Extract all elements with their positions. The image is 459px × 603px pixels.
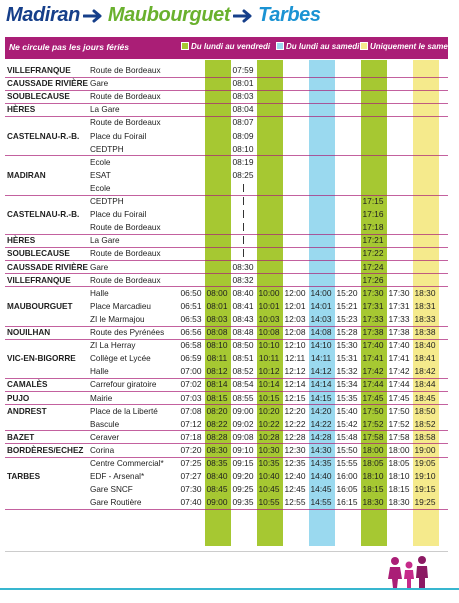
departure-time: 15:50: [336, 444, 358, 455]
departure-time: 19:10: [414, 471, 436, 482]
departure-time: 16:05: [336, 484, 358, 495]
departure-time: 16:15: [336, 497, 358, 508]
departure-time: 08:30: [232, 261, 254, 272]
departure-time: 10:00: [258, 287, 280, 298]
commune-name: TARBES: [7, 472, 41, 482]
commune-name: CASTELNAU-R.-B.: [7, 131, 80, 141]
stop-name: Place du Foirail: [90, 131, 147, 141]
departure-time: 10:22: [258, 418, 280, 429]
departure-time: 17:31: [388, 300, 410, 311]
departure-time: 14:10: [310, 340, 332, 351]
departure-time: 18:52: [414, 418, 436, 429]
stop-name: Bascule: [90, 419, 120, 429]
departure-time: 19:00: [414, 444, 436, 455]
stop-name: Route de Bordeaux: [90, 118, 161, 128]
departure-time: 08:03: [232, 91, 254, 102]
departure-time: 10:01: [258, 300, 280, 311]
departure-time: 12:22: [284, 418, 306, 429]
departure-time: 18:10: [362, 471, 384, 482]
commune-name: CAMALÈS: [7, 380, 48, 390]
departure-time: 08:40: [206, 471, 228, 482]
departure-time: 07:02: [180, 379, 202, 390]
departure-time: 17:26: [362, 274, 384, 285]
departure-time: 14:03: [310, 313, 332, 324]
via-label: Maubourguet: [107, 4, 231, 27]
departure-time: 18:31: [414, 300, 436, 311]
departure-time: 06:58: [180, 340, 202, 351]
departure-time: 12:40: [284, 471, 306, 482]
commune-name: BORDÈRES/ECHEZ: [7, 445, 84, 455]
departure-time: 08:15: [206, 392, 228, 403]
departure-time: 08:52: [232, 366, 254, 377]
departure-time: 10:08: [258, 327, 280, 337]
stop-name: CEDTPH: [90, 197, 124, 206]
departure-time: 18:30: [388, 497, 410, 508]
departure-time: 09:25: [232, 484, 254, 495]
departure-time: 18:45: [414, 392, 436, 403]
departure-time: 17:50: [388, 405, 410, 416]
departure-time: 17:41: [388, 353, 410, 364]
departure-time: 10:35: [258, 458, 280, 468]
departure-time: 14:45: [310, 484, 332, 495]
departure-time: 12:14: [284, 379, 306, 390]
departure-time: 18:10: [388, 471, 410, 482]
departure-time: 18:33: [414, 313, 436, 324]
stop-name: Route des Pyrénées: [90, 328, 165, 337]
departure-time: 08:12: [206, 366, 228, 377]
row-separator: [5, 155, 448, 156]
departure-time: 08:09: [232, 130, 254, 141]
departure-time: 17:52: [388, 418, 410, 429]
departure-time: 19:05: [414, 458, 436, 468]
row-separator: [5, 509, 448, 510]
departure-time: 18:00: [362, 444, 384, 455]
row-separator: [5, 116, 448, 117]
stop-name: Route de Bordeaux: [90, 92, 161, 102]
pass-through-mark: [243, 236, 244, 244]
departure-time: 14:12: [310, 366, 332, 377]
departure-time: 17:22: [362, 248, 384, 259]
departure-time: 17:40: [388, 340, 410, 351]
stop-name: Corina: [90, 445, 115, 455]
departure-time: 07:08: [180, 405, 202, 416]
departure-time: 17:30: [362, 287, 384, 298]
stop-name: Mairie: [90, 393, 113, 403]
departure-time: 06:50: [180, 287, 202, 298]
departure-time: 15:34: [336, 379, 358, 390]
legend-label: Du lundi au samedi: [286, 42, 360, 51]
departure-time: 08:20: [206, 405, 228, 416]
departure-time: 10:14: [258, 379, 280, 390]
departure-time: 08:04: [232, 104, 254, 115]
departure-time: 08:41: [232, 300, 254, 311]
departure-time: 17:31: [362, 300, 384, 311]
table-bottom-edge: [5, 546, 448, 552]
departure-time: 17:44: [388, 379, 410, 390]
departure-time: 17:38: [362, 327, 384, 337]
departure-time: 12:08: [284, 327, 306, 337]
departure-time: 17:45: [362, 392, 384, 403]
departure-time: 15:23: [336, 313, 358, 324]
departure-time: 12:00: [284, 287, 306, 298]
stop-name: Collège et Lycée: [90, 354, 151, 364]
departure-time: 07:20: [180, 444, 202, 455]
departure-time: 10:12: [258, 366, 280, 377]
stop-name: Place de la Liberté: [90, 406, 158, 416]
stop-name: Gare: [90, 79, 109, 89]
departure-time: 17:16: [362, 209, 384, 220]
departure-time: 14:11: [310, 353, 332, 364]
departure-time: 15:31: [336, 353, 358, 364]
departure-time: 17:42: [388, 366, 410, 377]
departure-time: 18:00: [388, 444, 410, 455]
departure-time: 14:40: [310, 471, 332, 482]
commune-name: PUJO: [7, 393, 30, 403]
departure-time: 17:40: [362, 340, 384, 351]
departure-time: 15:55: [336, 458, 358, 468]
departure-time: 12:28: [284, 431, 306, 442]
departure-time: 17:45: [388, 392, 410, 403]
departure-time: 12:01: [284, 300, 306, 311]
stop-name: Route de Bordeaux: [90, 223, 161, 233]
stop-name: Place Marcadieu: [90, 301, 151, 311]
stop-name: Ecole: [90, 157, 111, 167]
departure-time: 19:15: [414, 484, 436, 495]
departure-time: 07:27: [180, 471, 202, 482]
pass-through-mark: [243, 197, 244, 205]
departure-time: 17:15: [362, 196, 384, 206]
departure-time: 08:35: [206, 458, 228, 468]
departure-time: 14:55: [310, 497, 332, 508]
departure-time: 18:05: [388, 458, 410, 468]
departure-time: 14:08: [310, 327, 332, 337]
departure-time: 17:44: [362, 379, 384, 390]
departure-time: 08:43: [232, 313, 254, 324]
commune-name: VIC-EN-BIGORRE: [7, 354, 76, 364]
commune-name: VILLEFRANQUE: [7, 275, 71, 285]
legend-label: Uniquement le samedi: [370, 42, 455, 51]
departure-time: 12:11: [284, 353, 306, 364]
departure-time: 14:00: [310, 287, 332, 298]
commune-name: HÈRES: [7, 105, 36, 115]
departure-time: 06:59: [180, 353, 202, 364]
commune-name: NOUILHAN: [7, 328, 51, 337]
stop-name: ESAT: [90, 170, 111, 180]
departure-time: 09:15: [232, 458, 254, 468]
departure-time: 06:56: [180, 327, 202, 337]
stop-name: Gare SNCF: [90, 485, 133, 495]
commune-name: CASTELNAU-R.-B.: [7, 210, 80, 220]
stop-name: ZI La Herray: [90, 341, 136, 351]
departure-time: 12:10: [284, 340, 306, 351]
departure-time: 18:44: [414, 379, 436, 390]
departure-time: 17:58: [388, 431, 410, 442]
departure-time: 12:35: [284, 458, 306, 468]
departure-time: 08:45: [206, 484, 228, 495]
departure-time: 15:30: [336, 340, 358, 351]
departure-time: 17:33: [362, 313, 384, 324]
stop-name: Route de Bordeaux: [90, 275, 161, 285]
departure-time: 08:30: [206, 444, 228, 455]
departure-time: 08:54: [232, 379, 254, 390]
departure-time: 18:50: [414, 405, 436, 416]
holiday-note: Ne circule pas les jours fériés: [9, 42, 130, 52]
departure-time: 15:20: [336, 287, 358, 298]
departure-time: 15:32: [336, 366, 358, 377]
departure-time: 10:10: [258, 340, 280, 351]
departure-time: 10:45: [258, 484, 280, 495]
commune-name: ANDREST: [7, 406, 47, 416]
stop-name: EDF - Arsenal*: [90, 472, 145, 482]
departure-time: 08:19: [232, 156, 254, 167]
commune-name: SOUBLECAUSE: [7, 249, 70, 259]
departure-time: 17:21: [362, 235, 384, 246]
departure-time: 08:08: [206, 327, 228, 337]
departure-time: 18:30: [414, 287, 436, 298]
departure-time: 08:32: [232, 274, 254, 285]
departure-time: 07:25: [180, 458, 202, 468]
stop-name: ZI le Marmajou: [90, 314, 145, 324]
departure-time: 17:42: [362, 366, 384, 377]
departure-time: 18:42: [414, 366, 436, 377]
departure-time: 09:08: [232, 431, 254, 442]
departure-time: 18:15: [388, 484, 410, 495]
departure-time: 10:28: [258, 431, 280, 442]
row-separator: [5, 90, 448, 91]
departure-time: 17:18: [362, 222, 384, 233]
departure-time: 08:03: [206, 313, 228, 324]
departure-time: 12:12: [284, 366, 306, 377]
departure-time: 18:15: [362, 484, 384, 495]
departure-time: 17:33: [388, 313, 410, 324]
departure-time: 08:14: [206, 379, 228, 390]
departure-time: 14:22: [310, 418, 332, 429]
departure-time: 12:15: [284, 392, 306, 403]
stop-name: Gare: [90, 262, 109, 272]
departure-time: 14:20: [310, 405, 332, 416]
departure-time: 14:28: [310, 431, 332, 442]
departure-time: 08:01: [206, 300, 228, 311]
pass-through-mark: [243, 184, 244, 192]
departure-time: 14:35: [310, 458, 332, 468]
departure-time: 09:02: [232, 418, 254, 429]
departure-time: 18:05: [362, 458, 384, 468]
departure-time: 10:03: [258, 313, 280, 324]
departure-time: 10:20: [258, 405, 280, 416]
departure-time: 15:35: [336, 392, 358, 403]
departure-time: 12:30: [284, 444, 306, 455]
departure-time: 08:25: [232, 169, 254, 180]
departure-time: 17:30: [388, 287, 410, 298]
departure-time: 09:20: [232, 471, 254, 482]
departure-time: 17:41: [362, 353, 384, 364]
stop-name: Place du Foirail: [90, 210, 147, 220]
departure-time: 17:38: [388, 327, 410, 337]
stop-name: Carrefour giratoire: [90, 380, 157, 390]
stop-name: La Gare: [90, 105, 120, 115]
departure-time: 16:00: [336, 471, 358, 482]
departure-time: 08:51: [232, 353, 254, 364]
departure-time: 14:15: [310, 392, 332, 403]
departure-time: 14:14: [310, 379, 332, 390]
commune-name: VILLEFRANQUE: [7, 66, 71, 75]
departure-time: 09:10: [232, 444, 254, 455]
departure-time: 10:11: [258, 353, 280, 364]
departure-time: 07:03: [180, 392, 202, 403]
departure-time: 08:00: [206, 287, 228, 298]
departure-time: 10:55: [258, 497, 280, 508]
departure-time: 10:30: [258, 444, 280, 455]
departure-time: 09:00: [206, 497, 228, 508]
departure-time: 10:40: [258, 471, 280, 482]
pass-through-mark: [243, 223, 244, 231]
departure-time: 15:48: [336, 431, 358, 442]
departure-time: 17:50: [362, 405, 384, 416]
departure-time: 17:24: [362, 261, 384, 272]
departure-time: 18:30: [362, 497, 384, 508]
departure-time: 18:38: [414, 327, 436, 337]
departure-time: 15:21: [336, 300, 358, 311]
departure-time: 15:42: [336, 418, 358, 429]
departure-time: 08:07: [232, 117, 254, 128]
departure-time: 12:03: [284, 313, 306, 324]
departure-time: 18:40: [414, 340, 436, 351]
pass-through-mark: [243, 249, 244, 257]
departure-time: 08:50: [232, 340, 254, 351]
commune-name: MADIRAN: [7, 170, 46, 180]
departure-time: 18:58: [414, 431, 436, 442]
departure-time: 07:30: [180, 484, 202, 495]
departure-time: 14:01: [310, 300, 332, 311]
stop-name: La Gare: [90, 236, 120, 246]
stop-name: Route de Bordeaux: [90, 66, 161, 75]
stop-name: Ecole: [90, 183, 111, 193]
commune-name: BAZET: [7, 432, 35, 442]
departure-time: 10:15: [258, 392, 280, 403]
departure-time: 14:30: [310, 444, 332, 455]
departure-time: 08:40: [232, 287, 254, 298]
departure-time: 06:53: [180, 313, 202, 324]
commune-name: CAUSSADE RIVIÈRE: [7, 79, 88, 89]
stop-name: Route de Bordeaux: [90, 249, 161, 259]
stop-name: Ceraver: [90, 432, 120, 442]
legend-label: Du lundi au vendredi: [191, 42, 271, 51]
departure-time: 06:51: [180, 300, 202, 311]
departure-time: 07:12: [180, 418, 202, 429]
commune-name: SOUBLECAUSE: [7, 92, 70, 102]
pass-through-mark: [243, 210, 244, 218]
departure-time: 08:10: [232, 143, 254, 154]
stop-name: CEDTPH: [90, 144, 124, 154]
departure-time: 08:11: [206, 353, 228, 364]
departure-time: 15:40: [336, 405, 358, 416]
stop-name: Gare Routière: [90, 498, 142, 508]
row-separator: [5, 103, 448, 104]
departure-time: 08:48: [232, 327, 254, 337]
departure-time: 07:59: [232, 65, 254, 75]
departure-time: 07:40: [180, 497, 202, 508]
stop-name: Halle: [90, 367, 109, 377]
stop-name: Centre Commercial*: [90, 459, 164, 468]
departure-time: 19:25: [414, 497, 436, 508]
destination-label: Tarbes: [258, 4, 321, 27]
departure-time: 12:20: [284, 405, 306, 416]
departure-time: 15:28: [336, 327, 358, 337]
departure-time: 08:55: [232, 392, 254, 403]
departure-time: 08:28: [206, 431, 228, 442]
origin-label: Madiran: [6, 4, 80, 27]
commune-name: MAUBOURGUET: [7, 301, 73, 311]
departure-time: 08:10: [206, 340, 228, 351]
departure-time: 07:00: [180, 366, 202, 377]
departure-time: 17:52: [362, 418, 384, 429]
departure-time: 12:55: [284, 497, 306, 508]
departure-time: 18:41: [414, 353, 436, 364]
departure-time: 12:45: [284, 484, 306, 495]
family-icon: [385, 553, 433, 589]
departure-time: 09:35: [232, 497, 254, 508]
departure-time: 07:18: [180, 431, 202, 442]
departure-time: 08:01: [232, 78, 254, 89]
departure-time: 08:22: [206, 418, 228, 429]
commune-name: CAUSSADE RIVIÈRE: [7, 262, 88, 272]
commune-name: HÈRES: [7, 236, 36, 246]
stop-name: Halle: [90, 288, 109, 298]
departure-time: 17:58: [362, 431, 384, 442]
departure-time: 09:00: [232, 405, 254, 416]
